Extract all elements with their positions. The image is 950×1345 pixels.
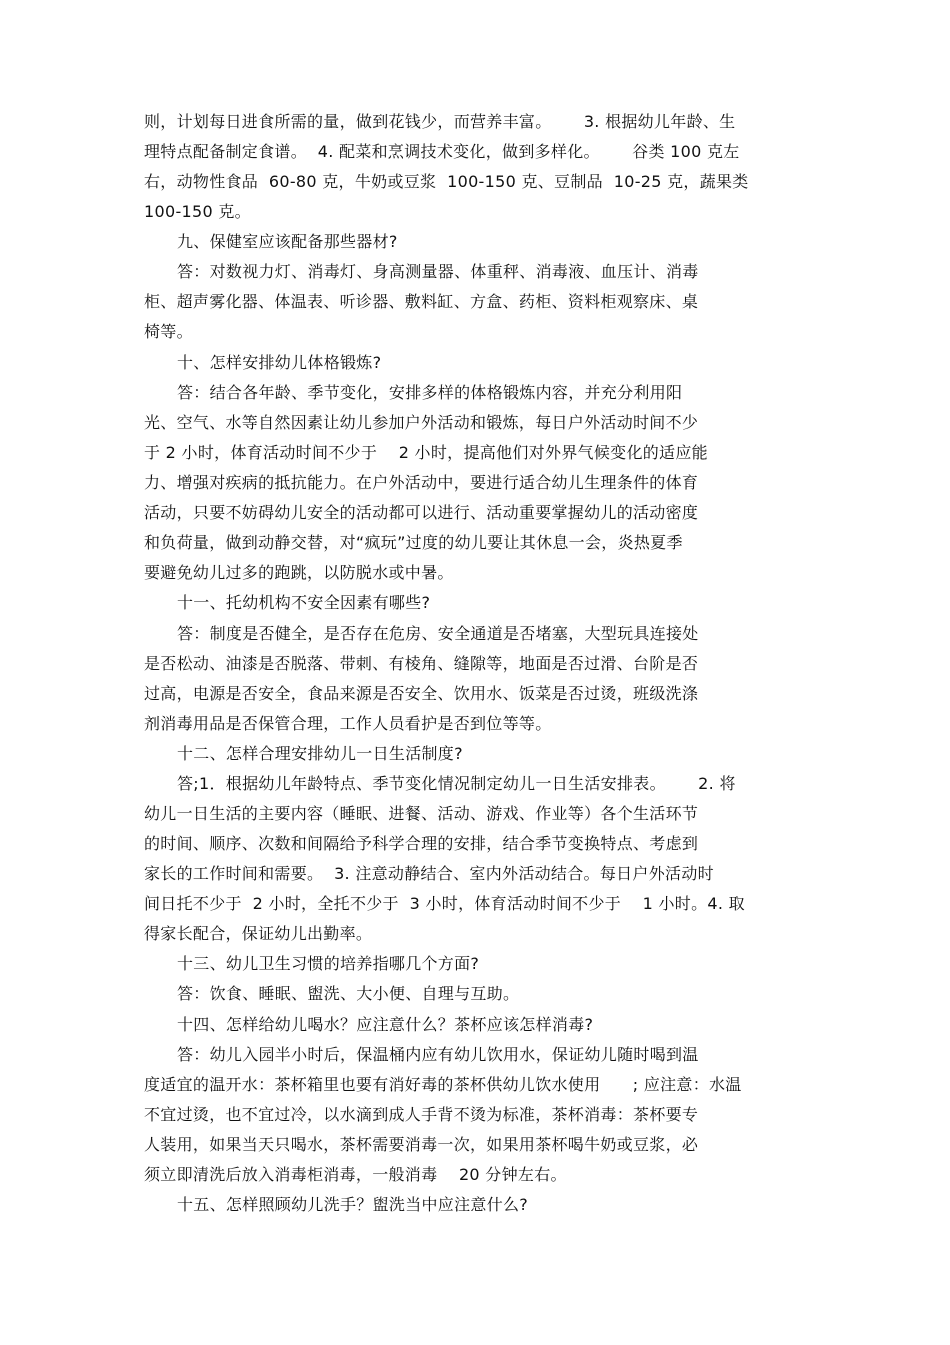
text-line: 活动，只要不妨碍幼儿安全的活动都可以进行、活动重要掌握幼儿的活动密度 [144,503,699,522]
text-line: 要避免幼儿过多的跑跳，以防脱水或中暑。 [144,563,454,582]
text-line: 人装用，如果当天只喝水，茶杯需要消毒一次，如果用茶杯喝牛奶或豆浆，必 [144,1135,699,1154]
text-line: 过高，电源是否安全，食品来源是否安全、饮用水、饭菜是否过烫，班级洗涤 [144,684,699,703]
text-line: 得家长配合，保证幼儿出勤率。 [144,924,373,943]
section-heading: 十五、怎样照顾幼儿洗手？盥洗当中应注意什么? [177,1195,529,1214]
text-line: 答;1．根据幼儿年龄特点、季节变化情况制定幼儿一日生活安排表。 2. 将 [177,774,736,793]
text-line: 光、空气、水等自然因素让幼儿参加户外活动和锻炼，每日户外活动时间不少 [144,413,699,432]
text-line: 是否松动、油漆是否脱落、带刺、有棱角、缝隙等，地面是否过滑、台阶是否 [144,654,699,673]
text-line: 柜、超声雾化器、体温表、听诊器、敷料缸、方盒、药柜、资料柜观察床、桌 [144,292,699,311]
text-line: 椅等。 [144,322,193,341]
section-heading: 九、保健室应该配备那些器材? [177,232,398,251]
text-line: 间日托不少于 2 小时，全托不少于 3 小时，体育活动时间不少于 1 小时。4. 取 [144,894,745,913]
text-line: 答：对数视力灯、消毒灯、身高测量器、体重秤、消毒液、血压计、消毒 [177,262,699,281]
section-heading: 十、怎样安排幼儿体格锻炼? [177,353,382,372]
text-line: 度适宜的温开水：茶杯箱里也要有消好毒的茶杯供幼儿饮水使用 ; 应注意：水温 [144,1075,742,1094]
text-line: 剂消毒用品是否保管合理，工作人员看护是否到位等等。 [144,714,552,733]
text-line: 答：饮食、睡眠、盥洗、大小便、自理与互助。 [177,984,520,1003]
text-line: 家长的工作时间和需要。 3. 注意动静结合、室内外活动结合。每日户外活动时 [144,864,714,883]
section-heading: 十二、怎样合理安排幼儿一日生活制度? [177,744,463,763]
section-heading: 十一、托幼机构不安全因素有哪些? [177,593,431,612]
text-line: 的时间、顺序、次数和间隔给予科学合理的安排，结合季节变换特点、考虑到 [144,834,699,853]
text-line: 答：制度是否健全，是否存在危房、安全通道是否堵塞，大型玩具连接处 [177,624,699,643]
text-line: 力、增强对疾病的抵抗能力。在户外活动中，要进行适合幼儿生理条件的体育 [144,473,699,492]
text-line: 100-150 克。 [144,202,251,221]
text-line: 右，动物性食品 60-80 克，牛奶或豆浆 100-150 克、豆制品 10-25 克，蔬果类 [144,172,749,191]
text-line: 不宜过烫，也不宜过冷，以水滴到成人手背不烫为标准，茶杯消毒：茶杯要专 [144,1105,699,1124]
text-line: 和负荷量，做到动静交替，对“疯玩”过度的幼儿要让其休息一会，炎热夏季 [144,533,683,552]
text-line: 则，计划每日进食所需的量，做到花钱少，而营养丰富。 3. 根据幼儿年龄、生 [144,112,736,131]
text-line: 于 2 小时，体育活动时间不少于 2 小时，提高他们对外界气候变化的适应能 [144,443,708,462]
section-heading: 十四、怎样给幼儿喝水？应注意什么？茶杯应该怎样消毒? [177,1015,594,1034]
section-heading: 十三、幼儿卫生习惯的培养指哪几个方面? [177,954,480,973]
text-line: 答：结合各年龄、季节变化，安排多样的体格锻炼内容，并充分利用阳 [177,383,683,402]
text-line: 须立即清洗后放入消毒柜消毒，一般消毒 20 分钟左右。 [144,1165,567,1184]
text-line: 幼儿一日生活的主要内容（睡眠、进餐、活动、游戏、作业等）各个生活环节 [144,804,699,823]
text-line: 理特点配备制定食谱。 4. 配菜和烹调技术变化，做到多样化。 谷类 100 克左 [144,142,740,161]
text-line: 答：幼儿入园半小时后，保温桶内应有幼儿饮用水，保证幼儿随时喝到温 [177,1045,699,1064]
